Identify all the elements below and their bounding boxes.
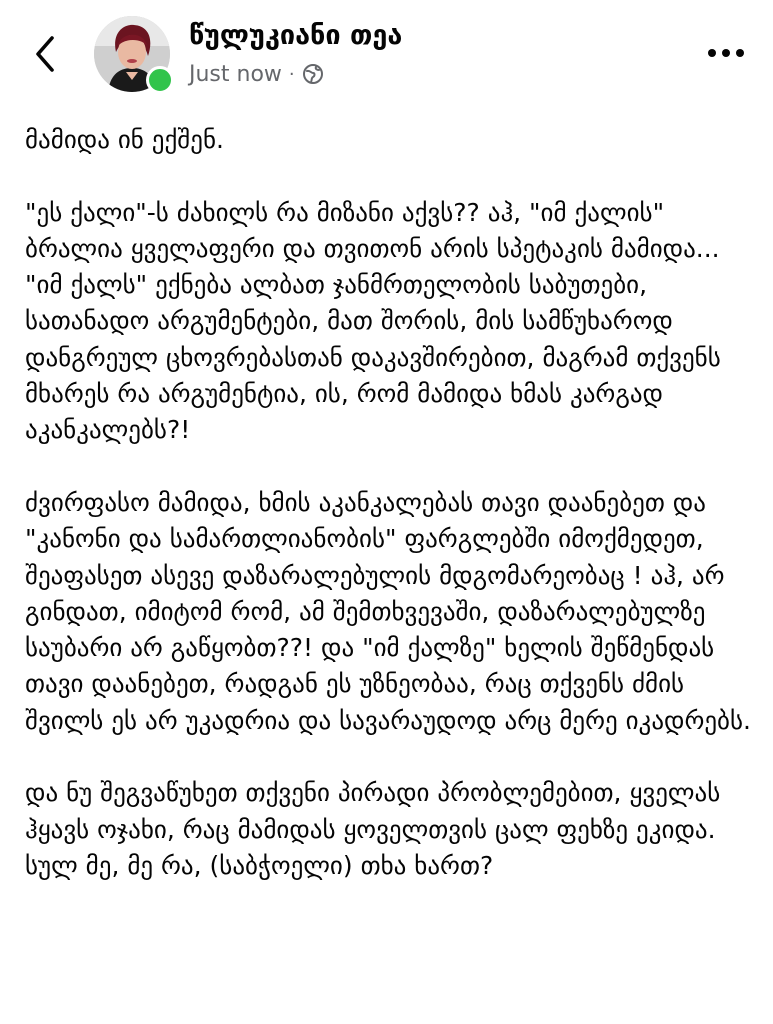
- more-options-button[interactable]: [702, 38, 750, 68]
- meta-separator: ·: [288, 63, 295, 85]
- globe-icon[interactable]: [302, 63, 324, 85]
- post-paragraph: და ნუ შეგვაწუხეთ თქვენი პირადი პრობლემებით, ყველას ჰყავს ოჯახი, რაც მამიდას ყოველთვის ცალ ფეხზე ეკიდა. სულ მე, მე რა, (საბჭოელი) თხა ხართ?: [25, 778, 721, 880]
- more-horizontal-icon: [702, 38, 750, 68]
- author-name[interactable]: წულუკიანი თეა: [189, 20, 403, 51]
- post-paragraph: "ეს ქალი"-ს ძახილს რა მიზანი აქვს?? აჰ, "იმ ქალის" ბრალია ყველაფერი და თვითონ არის სპეტაკის მამიდა... "იმ ქალს" ექნება ალბათ ჯანმრთელობის საბუთები, სათანადო არგუმენტები, მათ შორის, მის სამწუხაროდ დანგრეულ ცხოვრებასთან დაკავშირებით, მაგრამ თქვენს მხარეს რა არგუმენტია, ის, რომ მამიდა ხმას კარგად აკანკალებს?!: [25, 197, 721, 445]
- online-status-dot: [146, 66, 174, 94]
- post-paragraph: მამიდა ინ ექშენ.: [25, 125, 224, 154]
- back-button[interactable]: [26, 30, 66, 78]
- post-header: [0, 0, 773, 112]
- post-paragraph: ძვირფასო მამიდა, ხმის აკანკალებას თავი დაანებეთ და "კანონი და სამართლიანობის" ფარგლებში იმოქმედეთ, შეაფასეთ ასევე დაზარალებულის მდგომარეობაც ! აჰ, არ გინდათ, იმიტომ რომ, ამ შემთხვევაში, დაზარალებულზე საუბარი არ გაწყობთ??! და "იმ ქალზე" ხელის შეწმენდას თავი დაანებეთ, რადგან ეს უზნეობაა, რაც თქვენს ძმის შვილს ეს არ უკადრია და სავარაუდოდ არც მერე იკადრებს.: [25, 487, 752, 735]
- post-meta: [189, 60, 324, 88]
- timestamp[interactable]: Just now: [189, 61, 282, 87]
- chevron-left-icon: [26, 30, 66, 78]
- post-text: [25, 122, 755, 884]
